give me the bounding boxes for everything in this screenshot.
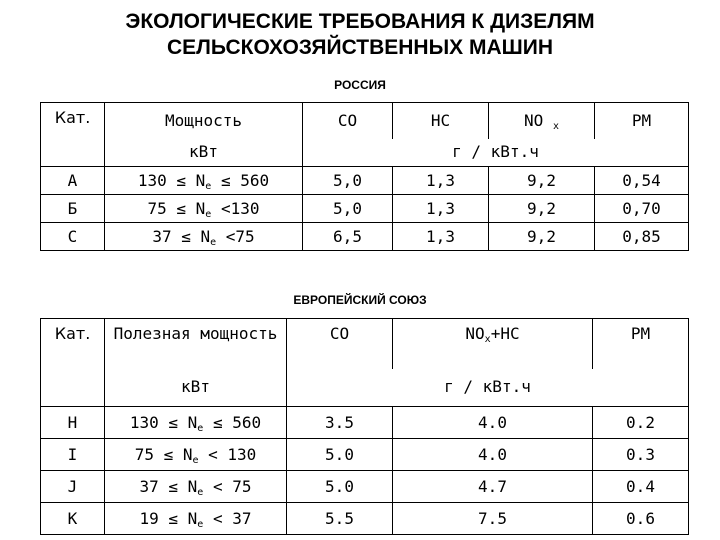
eu-emission-unit: г / кВт.ч	[287, 369, 689, 407]
page-title-line1: ЭКОЛОГИЧЕСКИЕ ТРЕБОВАНИЯ К ДИЗЕЛЯМ	[125, 10, 595, 33]
eu-row-range	[105, 471, 287, 503]
russia-header-nox	[489, 103, 595, 139]
range-pre: 75 ≤ N	[147, 198, 206, 218]
eu-row-cat: J	[41, 471, 105, 503]
table-row	[41, 223, 689, 251]
russia-header-pm: PM	[595, 103, 689, 139]
range-sub: e	[205, 208, 212, 220]
eu-row-pm: 0.3	[593, 439, 689, 471]
range-post: ≤ 560	[211, 170, 270, 190]
russia-header-nox-sub: x	[552, 120, 559, 132]
range-sub: e	[205, 180, 212, 192]
eu-row-co: 3.5	[287, 407, 393, 439]
eu-row-pm: 0.6	[593, 503, 689, 535]
eu-table	[40, 318, 689, 535]
eu-header-noxhc-sub: x	[484, 334, 491, 345]
eu-row-range	[105, 503, 287, 535]
eu-row-co: 5.0	[287, 471, 393, 503]
eu-header-cat: Кат.	[41, 319, 105, 407]
range-pre: 37 ≤ N	[139, 476, 198, 496]
range-pre: 130 ≤ N	[129, 412, 198, 432]
range-post: <130	[211, 198, 260, 218]
eu-row-range	[105, 439, 287, 471]
eu-row-noxhc: 7.5	[393, 503, 593, 535]
range-sub: e	[197, 422, 204, 434]
russia-emission-unit: г / кВт.ч	[303, 139, 689, 167]
russia-power-unit: кВт	[105, 139, 303, 167]
eu-header-power: Полезная мощность	[105, 319, 287, 369]
russia-row-cat: C	[41, 223, 105, 251]
range-post: < 37	[203, 508, 252, 528]
russia-header-co: CO	[303, 103, 393, 139]
eu-section-label: ЕВРОПЕЙСКИЙ СОЮЗ	[293, 293, 427, 307]
eu-row-cat: H	[41, 407, 105, 439]
russia-header-nox-main: NO	[524, 110, 544, 130]
range-pre: 19 ≤ N	[139, 508, 198, 528]
table-row	[41, 167, 689, 195]
range-post: ≤ 560	[203, 412, 262, 432]
range-post: <75	[216, 226, 255, 246]
russia-row-range	[105, 167, 303, 195]
eu-row-noxhc: 4.0	[393, 439, 593, 471]
russia-units-row	[41, 139, 689, 167]
range-pre: 75 ≤ N	[134, 444, 193, 464]
table-row	[41, 439, 689, 471]
eu-row-range	[105, 407, 287, 439]
russia-row-cat: Б	[41, 195, 105, 223]
range-sub: e	[192, 454, 199, 466]
range-post: < 75	[203, 476, 252, 496]
eu-header-pm: PM	[593, 319, 689, 369]
table-row	[41, 195, 689, 223]
eu-header-row	[41, 319, 689, 369]
russia-row-cat: A	[41, 167, 105, 195]
eu-header-noxhc-post: +HC	[490, 324, 520, 343]
eu-row-cat: K	[41, 503, 105, 535]
russia-row-co: 5,0	[303, 167, 393, 195]
russia-row-range	[105, 223, 303, 251]
eu-header-noxhc-pre: NO	[465, 324, 485, 343]
eu-power-unit: кВт	[105, 369, 287, 407]
range-sub: e	[210, 236, 217, 248]
range-sub: e	[197, 518, 204, 530]
russia-section-label: РОССИЯ	[334, 78, 386, 92]
eu-row-co: 5.0	[287, 439, 393, 471]
eu-row-co: 5.5	[287, 503, 393, 535]
russia-row-nox: 9,2	[489, 195, 595, 223]
range-pre: 37 ≤ N	[152, 226, 211, 246]
russia-row-pm: 0,54	[595, 167, 689, 195]
russia-row-range	[105, 195, 303, 223]
eu-row-noxhc: 4.0	[393, 407, 593, 439]
eu-row-cat: I	[41, 439, 105, 471]
range-sub: e	[197, 486, 204, 498]
russia-row-pm: 0,85	[595, 223, 689, 251]
eu-row-noxhc: 4.7	[393, 471, 593, 503]
table-row	[41, 407, 689, 439]
russia-header-hc: HC	[393, 103, 489, 139]
russia-row-co: 6,5	[303, 223, 393, 251]
eu-units-row	[41, 369, 689, 407]
russia-row-hc: 1,3	[393, 223, 489, 251]
russia-row-pm: 0,70	[595, 195, 689, 223]
page-title-line2: СЕЛЬСКОХОЗЯЙСТВЕННЫХ МАШИН	[166, 36, 553, 59]
eu-header-co: CO	[287, 319, 393, 369]
eu-row-pm: 0.4	[593, 471, 689, 503]
russia-header-row	[41, 103, 689, 139]
russia-row-hc: 1,3	[393, 195, 489, 223]
eu-row-pm: 0.2	[593, 407, 689, 439]
russia-table	[40, 102, 689, 251]
table-row	[41, 503, 689, 535]
eu-header-noxhc	[393, 319, 593, 369]
russia-header-power: Мощность	[105, 103, 303, 139]
range-post: < 130	[198, 444, 257, 464]
russia-row-nox: 9,2	[489, 167, 595, 195]
table-row	[41, 471, 689, 503]
russia-row-hc: 1,3	[393, 167, 489, 195]
russia-header-cat: Кат.	[41, 103, 105, 167]
russia-row-nox: 9,2	[489, 223, 595, 251]
range-pre: 130 ≤ N	[137, 170, 206, 190]
russia-row-co: 5,0	[303, 195, 393, 223]
